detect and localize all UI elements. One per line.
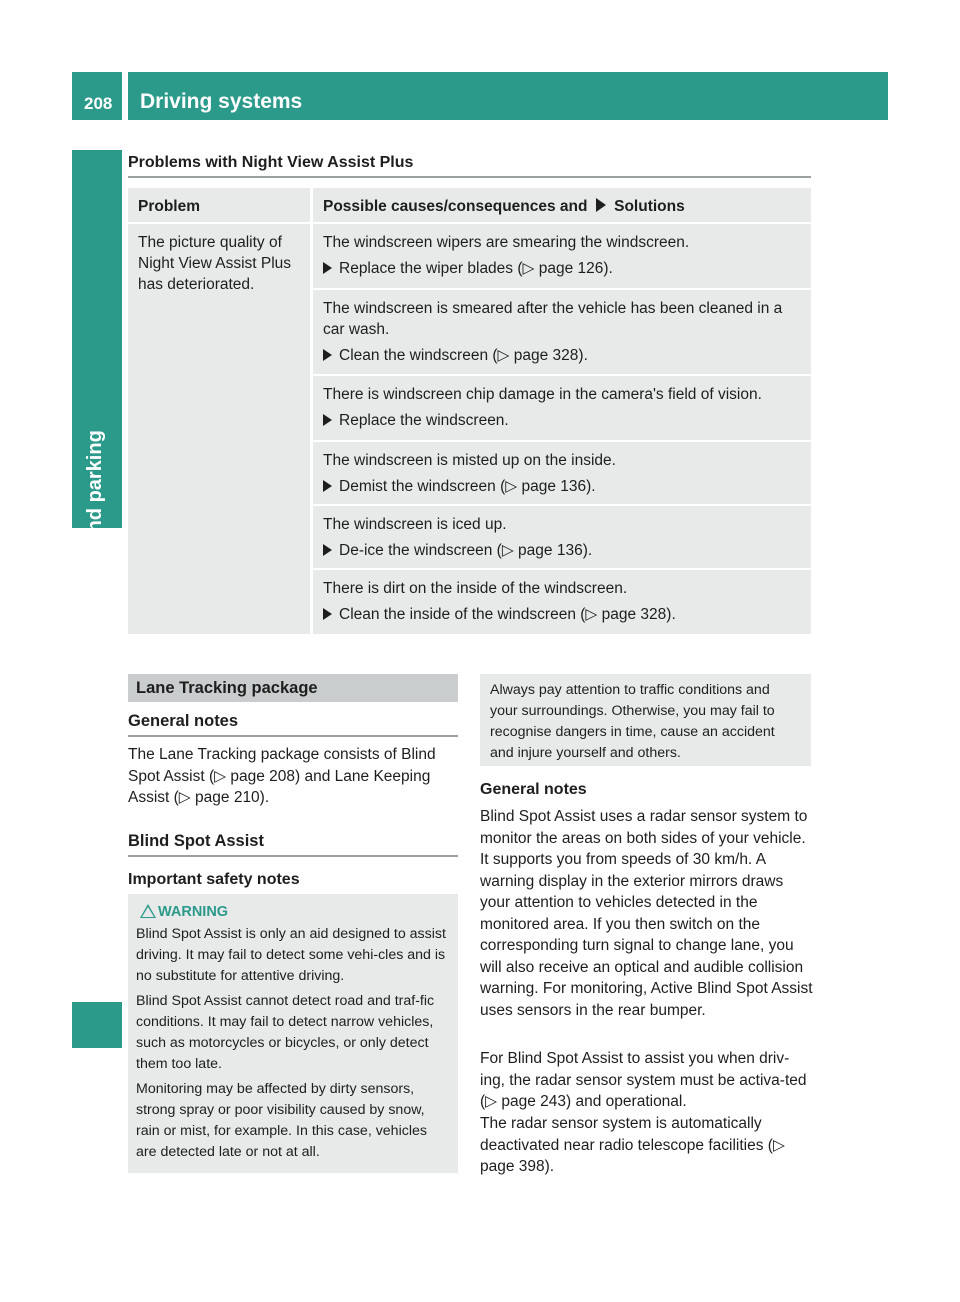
section-title: Problems with Night View Assist Plus: [128, 154, 414, 171]
table-header-solutions-prefix: Possible causes/consequences and: [323, 198, 588, 215]
action-arrow-icon: [323, 480, 332, 492]
action-text: [323, 604, 801, 625]
blind-spot-heading: Blind Spot Assist: [128, 832, 264, 850]
cause-text: The windscreen wipers are smearing the windscreen.: [323, 234, 690, 251]
chapter-header: [128, 72, 888, 120]
table-row: [313, 442, 811, 504]
action-label: Clean the windscreen (▷ page 328).: [339, 347, 588, 364]
deactivation-paragraph: The radar sensor system is automatically deactivated near radio telescope facilities (▷ page 398).: [480, 1115, 785, 1175]
action-arrow-icon: [323, 544, 332, 556]
cause-text: There is dirt on the inside of the windscreen.: [323, 580, 628, 597]
action-text: [323, 345, 801, 366]
action-label: Replace the windscreen.: [339, 412, 509, 429]
general-notes-heading-right: General notes: [480, 781, 587, 798]
table-header-solutions-suffix: Solutions: [614, 198, 685, 215]
cause-text: The windscreen is smeared after the vehicle has been cleaned in a car wash.: [323, 300, 783, 338]
table-row: [313, 290, 811, 374]
table-row: [313, 570, 811, 634]
action-arrow-icon: [323, 608, 332, 620]
heading-divider: [128, 855, 458, 857]
activation-paragraph: For Blind Spot Assist to assist you when driv-ing, the radar sensor system must be activa-ted (▷ page 243) and operational.: [480, 1050, 807, 1110]
action-text: [323, 476, 801, 497]
chapter-title: Driving systems: [140, 90, 303, 113]
table-header-problem: [128, 188, 310, 222]
action-arrow-icon: [323, 262, 332, 274]
warning-box: [128, 894, 458, 1173]
general-notes-heading: General notes: [128, 712, 239, 730]
action-text: [323, 258, 801, 279]
lane-tracking-title: Lane Tracking package: [136, 679, 318, 697]
heading-divider: [128, 735, 458, 737]
blind-spot-description: Blind Spot Assist uses a radar sensor system to monitor the areas on both sides of your vehicle. It supports you from speeds of 30 km/h. A warning display in the exterior mirrors draws your attention to vehicles detected in the monitored area. If you then switch on the corresponding turn signal to change lane, you will also receive an optical and audible collision warning. For monitoring, Active Blind Spot Assist uses sensors in the rear bumper.: [480, 808, 813, 1019]
table-row: [313, 224, 811, 288]
problem-text: The picture quality of Night View Assist Plus has deteriorated.: [138, 234, 292, 293]
warning-triangle-icon: [140, 904, 156, 918]
warning-paragraph: Monitoring may be affected by dirty sensors, strong spray or poor visibility caused by snow, rain or mist, for example. In this case, vehicles are detected late or not at all.: [136, 1081, 427, 1160]
cause-text: There is windscreen chip damage in the camera's field of vision.: [323, 386, 762, 403]
arrow-right-icon: [596, 198, 606, 212]
general-notes-text: The Lane Tracking package consists of Blind Spot Assist (▷ page 208) and Lane Keeping Assist (▷ page 210).: [128, 746, 436, 806]
action-label: Replace the wiper blades (▷ page 126).: [339, 260, 613, 277]
page-number: 208: [84, 94, 113, 113]
action-arrow-icon: [323, 414, 332, 426]
table-cell-problem: [128, 224, 310, 634]
action-text: [323, 540, 801, 561]
side-tab-marker: [72, 1002, 122, 1048]
action-text: [323, 410, 801, 431]
table-header-solutions: [313, 188, 811, 222]
warning-continuation-text: Always pay attention to traffic conditions and your surroundings. Otherwise, you may fail to recognise dangers in time, cause an accident and injure yourself and others.: [490, 682, 775, 761]
side-tab-label: Driving and parking: [84, 430, 106, 618]
page-number-box: [72, 72, 122, 120]
warning-header: [136, 902, 450, 924]
action-label: De-ice the windscreen (▷ page 136).: [339, 542, 593, 559]
warning-paragraph: Blind Spot Assist is only an aid designed to assist driving. It may fail to detect some vehi-cles and is no substitute for attentive driving.: [136, 926, 446, 984]
cause-text: The windscreen is misted up on the inside.: [323, 452, 616, 469]
cause-text: The windscreen is iced up.: [323, 516, 507, 533]
warning-label: WARNING: [158, 904, 229, 920]
warning-paragraph: Blind Spot Assist cannot detect road and traf-fic conditions. It may fail to detect narrow vehicles, such as motorcycles or bicycles, or only detect them too late.: [136, 993, 435, 1072]
lane-tracking-title-box: [128, 674, 458, 702]
action-arrow-icon: [323, 349, 332, 361]
action-label: Demist the windscreen (▷ page 136).: [339, 478, 596, 495]
table-row: [313, 506, 811, 568]
safety-notes-heading: Important safety notes: [128, 871, 300, 888]
action-label: Clean the inside of the windscreen (▷ page 328).: [339, 606, 676, 623]
table-header-problem-label: Problem: [138, 198, 201, 215]
section-divider: [128, 176, 811, 178]
warning-continuation-box: [480, 674, 811, 766]
side-tab: [72, 150, 122, 618]
table-row: [313, 376, 811, 440]
